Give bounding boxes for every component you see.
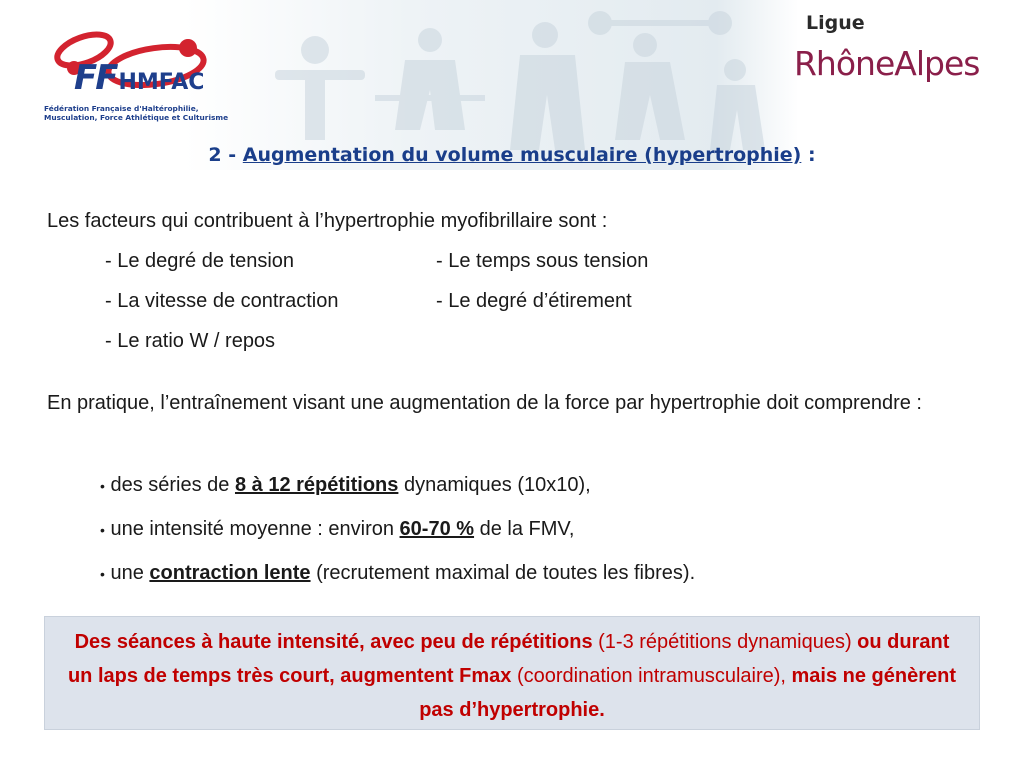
bullet-emphasis: 60-70 % <box>399 518 475 540</box>
logo-acronym <box>74 58 204 98</box>
factor-item: - Le temps sous tension <box>436 250 649 272</box>
bullet-text-after: de la FMV, <box>474 518 575 540</box>
logo-hmfac-text: HMFAC <box>118 70 205 95</box>
bullet-icon: • <box>100 478 105 494</box>
bullet-text: une <box>110 562 150 584</box>
bullet-icon: • <box>100 522 105 538</box>
bullet-emphasis: 8 à 12 répétitions <box>234 474 399 496</box>
practice-intro: En pratique, l’entraînement visant une augmentation de la force par hypertrophie doit comprendre : <box>47 392 922 414</box>
bullet-text-after: dynamiques (10x10), <box>398 474 591 496</box>
bullet-icon: • <box>100 566 105 582</box>
title-text: Augmentation du volume musculaire (hypertrophie) <box>242 144 802 166</box>
title-number: 2 - <box>208 144 237 166</box>
factor-item: - La vitesse de contraction <box>105 290 339 312</box>
highlight-part5: mais ne génèrent pas d’hypertrophie. <box>419 665 957 721</box>
logo-subtitle-line1: Fédération Française d'Haltérophilie, <box>44 104 199 113</box>
logo-ff-text: FF <box>74 58 117 98</box>
factor-item: - Le ratio W / repos <box>105 330 276 352</box>
highlight-part1: Des séances à haute intensité, avec peu de répétitions <box>74 631 593 653</box>
bullet-emphasis: contraction lente <box>149 562 311 584</box>
highlight-box <box>44 616 980 730</box>
bullet-text: une intensité moyenne : environ <box>110 518 400 540</box>
athletes-silhouettes-image <box>255 0 775 165</box>
factor-item: - Le degré de tension <box>105 250 295 272</box>
logo-subtitle-line2: Musculation, Force Athlétique et Culturisme <box>44 113 229 122</box>
bullet-text-after: (recrutement maximal de toutes les fibres). <box>310 562 696 584</box>
slide-title <box>0 144 1024 166</box>
practice-bullet <box>100 562 695 585</box>
highlight-part3: ou durant un laps de temps très court, augmentent Fmax <box>67 631 950 687</box>
bullet-text: des séries de <box>110 474 235 496</box>
factor-item: - Le degré d’étirement <box>436 290 632 312</box>
ligue-label: Ligue <box>806 12 865 34</box>
highlight-part4: (coordination intramusculaire), <box>511 665 792 687</box>
highlight-part2: (1-3 répétitions dynamiques) <box>592 631 858 653</box>
practice-bullet <box>100 474 591 497</box>
logo-subtitle <box>44 104 244 122</box>
practice-bullet <box>100 518 574 541</box>
region-logo-text: RhôneAlpes <box>794 44 980 83</box>
title-suffix: : <box>801 144 816 166</box>
factors-intro: Les facteurs qui contribuent à l’hypertrophie myofibrillaire sont : <box>47 210 608 232</box>
